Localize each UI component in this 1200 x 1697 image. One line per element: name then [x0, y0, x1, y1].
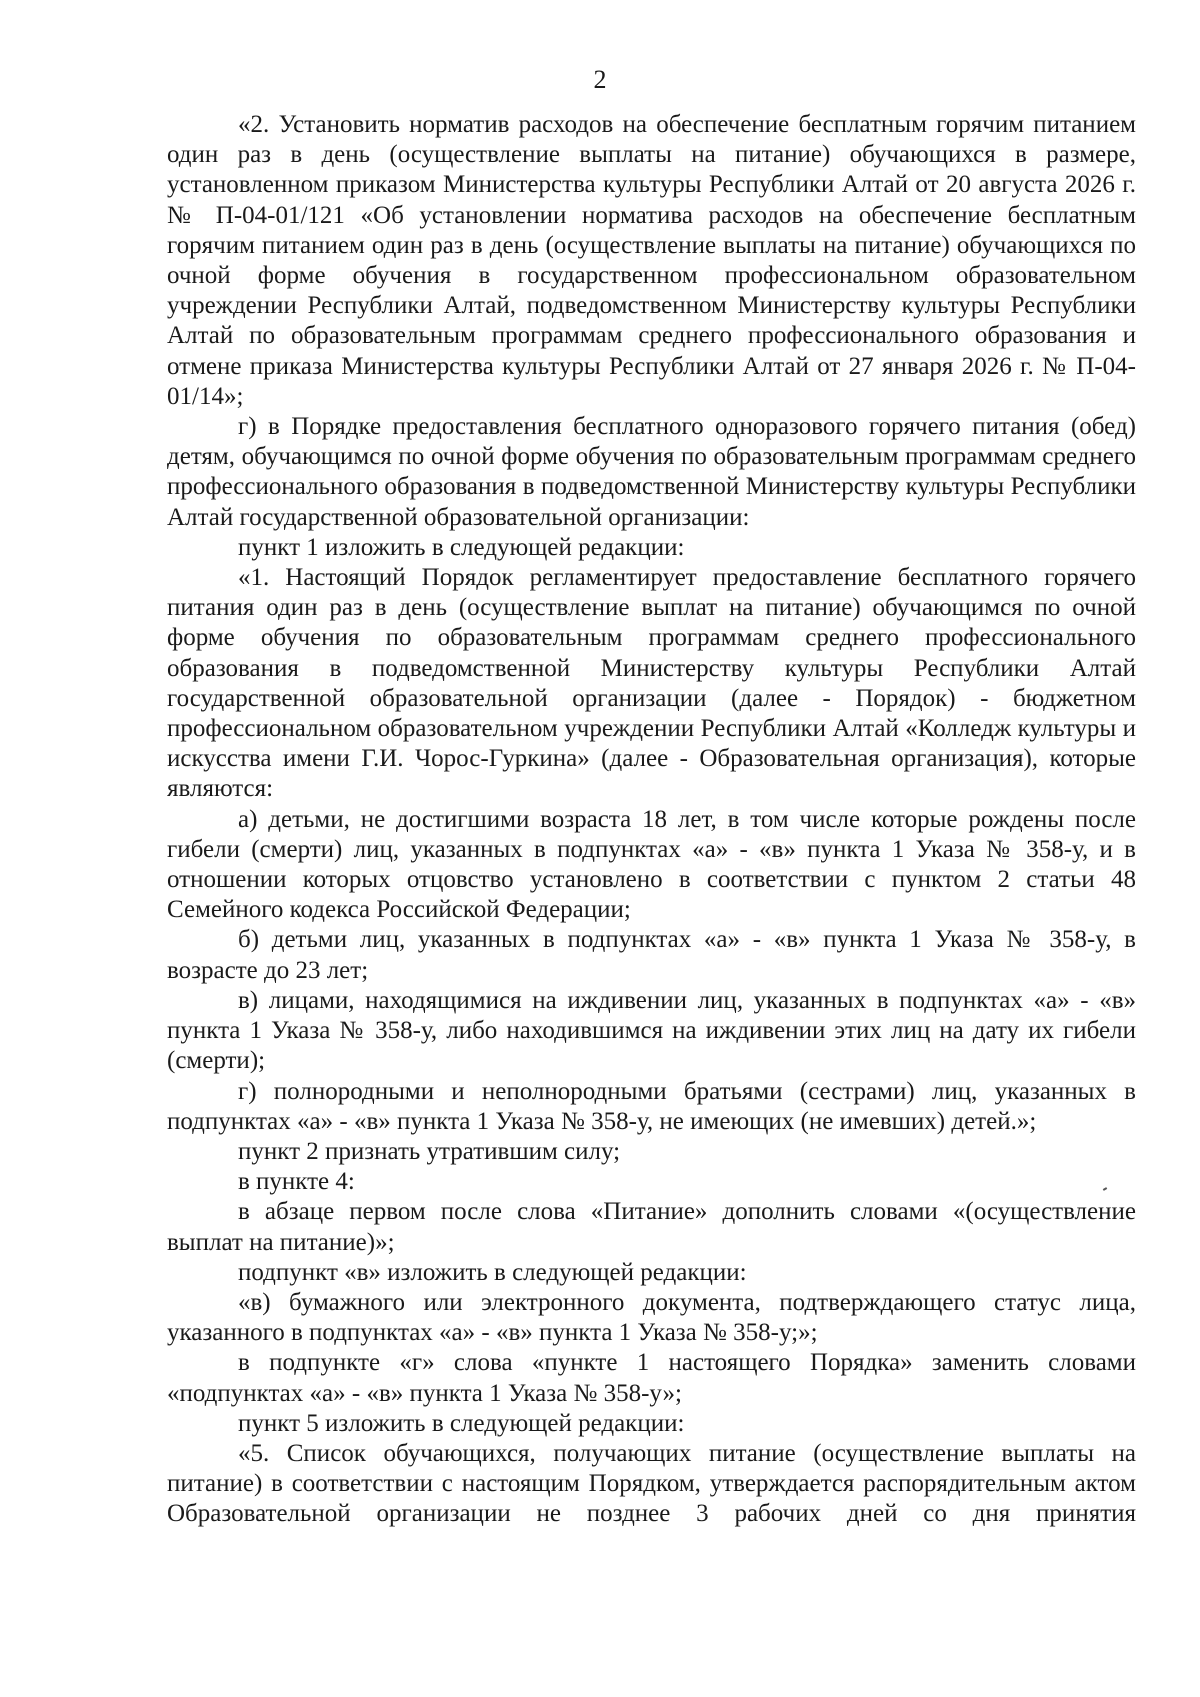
paragraph-item-1-heading: пункт 1 изложить в следующей редакции:	[238, 533, 685, 561]
paragraph-item-5-heading: пункт 5 изложить в следующей редакции:	[238, 1409, 685, 1437]
paragraph-subitem-v-heading: подпункт «в» изложить в следующей редакции:	[238, 1258, 747, 1286]
paragraph-subitem-v: в) лицами, находящимися на иждивении лиц, указанных в подпунктах «а» - «в» пункта 1 Указа № 358-у, либо находившимся на иждивении этих лиц на дату их гибели (смерти);	[167, 986, 1136, 1075]
paragraph-item-1-text: «1. Настоящий Порядок регламентирует предоставление бесплатного горячего питания один раз в день (осуществление выплат на питание) обучающимся по очной форме обучения по образовательным программам среднего профессионального образования в подведомственной Министерству культуры Республики Алтай государственной образовательной организации (далее - Порядок) - бюджетном профессиональном образовательном учреждении Республики Алтай «Колледж культуры и искусства имени Г.И. Чорос-Гуркина» (далее - Образовательная организация), которые являются:	[167, 564, 1136, 803]
paragraph-procedure-amendment: г) в Порядке предоставления бесплатного одноразового горячего питания (обед) детям, обучающимся по очной форме обучения по образовательным программам среднего профессионального образования в подведомственной Министерству культуры Республики Алтай государственной образовательной организации:	[167, 413, 1136, 531]
paragraph-subitem-a: а) детьми, не достигшими возраста 18 лет, в том числе которые рождены после гибели (смерти) лиц, указанных в подпунктах «а» - «в» пункта 1 Указа № 358-у, и в отношении которых отцовство установлено в соответствии с пунктом 2 статьи 48 Семейного кодекса Российской Федерации;	[167, 805, 1136, 924]
paragraph-subitem-v-text: «в) бумажного или электронного документа, подтверждающего статус лица, указанного в подпунктах «а» - «в» пункта 1 Указа № 358-у;»;	[167, 1288, 1136, 1347]
document-body	[167, 110, 1136, 1530]
page-number: 2	[593, 65, 607, 94]
paragraph-norm-expenses: «2. Установить норматив расходов на обеспечение бесплатным горячим питанием один раз в день (осуществление выплаты на питание) обучающихся в размере, установленном приказом Министерства культуры Республики Алтай от 20 августа 2026 г. № П-04-01/121 «Об установлении норматива расходов на обеспечение бесплатным горячим питанием один раз в день (осуществление выплаты на питание) обучающихся по очной форме обучения в государственном профессиональном образовательном учреждении Республики Алтай, подведомственном Министерству культуры Республики Алтай по образовательным программам среднего профессионального образования и отмене приказа Министерства культуры Республики Алтай от 27 января 2026 г. № П-04-01/14»;	[167, 111, 1136, 410]
paragraph-item-4-heading: в пункте 4:	[238, 1168, 355, 1196]
paragraph-item-5-text: «5. Список обучающихся, получающих питание (осуществление выплаты на питание) в соответствии с настоящим Порядком, утверждается распорядительным актом Образовательной организации не позднее 3 рабочих дней со дня принятия	[167, 1439, 1136, 1528]
paragraph-subitem-g-replace: в подпункте «г» слова «пункте 1 настоящего Порядка» заменить словами «подпунктах «а» - «в» пункта 1 Указа № 358-у»;	[167, 1349, 1136, 1407]
paragraph-subitem-g: г) полнородными и неполнородными братьями (сестрами) лиц, указанных в подпунктах «а» - «в» пункта 1 Указа № 358-у, не имеющих (не имевших) детей.»;	[167, 1077, 1136, 1135]
paragraph-subitem-b: б) детьми лиц, указанных в подпунктах «а» - «в» пункта 1 Указа № 358-у, в возрасте до 23 лет;	[167, 926, 1136, 984]
paragraph-item-2-repeal: пункт 2 признать утратившим силу;	[238, 1137, 621, 1165]
paragraph-item-4-first-abzac: в абзаце первом после слова «Питание» дополнить словами «(осуществление выплат на питание)»;	[167, 1198, 1136, 1256]
